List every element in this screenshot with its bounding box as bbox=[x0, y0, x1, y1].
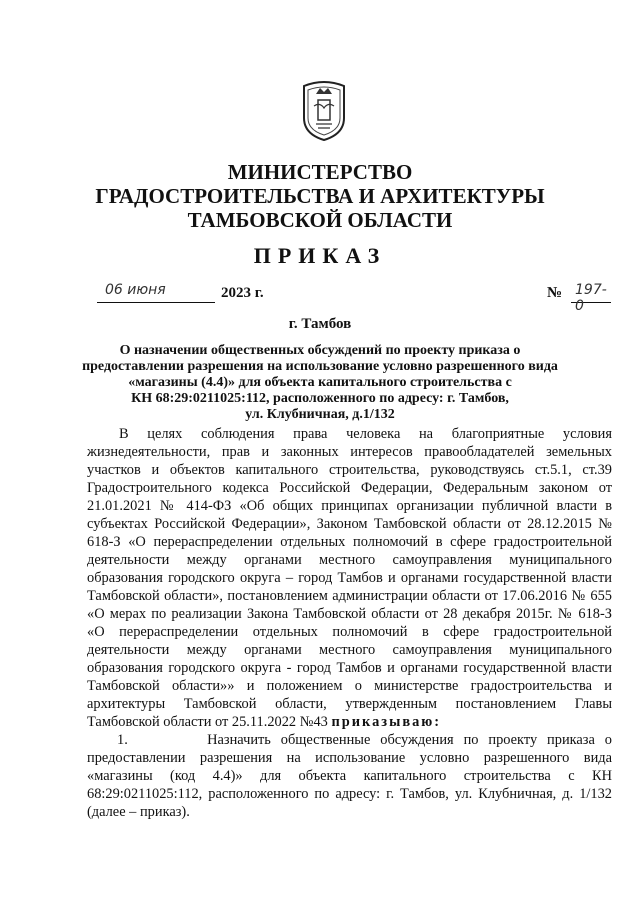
order-verb: приказываю: bbox=[331, 714, 442, 730]
order-title: ПРИКАЗ bbox=[253, 243, 387, 268]
number-sign: № bbox=[547, 285, 563, 301]
ministry-name bbox=[80, 160, 560, 232]
city: г. Тамбов bbox=[288, 316, 352, 332]
subject-line-5: ул. Клубничная, д.1/132 bbox=[245, 407, 395, 422]
date-blank bbox=[97, 282, 215, 303]
order-body bbox=[87, 425, 612, 821]
ministry-line-1: МИНИСТЕРСТВО bbox=[227, 160, 413, 184]
subject-line-2: предоставлении разрешения на использование условно разрешенного вида bbox=[82, 359, 558, 374]
preamble-paragraph bbox=[87, 425, 612, 731]
ministry-line-3: ТАМБОВСКОЙ ОБЛАСТИ bbox=[187, 208, 453, 232]
handwritten-number: 197-0 bbox=[575, 282, 607, 314]
year: 2023 г. bbox=[221, 285, 264, 301]
date-line bbox=[97, 282, 607, 314]
preamble-text: В целях соблюдения права человека на благоприятные условия жизнедеятельности, прав и законных интересов правообладателей земельных участков и объектов капитального строительства, руководствуясь ст.5.1, ст.39 Градостроительного кодекса Российской Федерации, Федеральным законом от 21.01.2021 № 414-ФЗ «Об общих принципах организации публичной власти в субъектах Российской Федерации», Законом Тамбовской области от 28.12.2015 № 618-З «О перераспределении отдельных полномочий в сфере градостроительной деятельности между органами местного самоуправления муниципального образования городского округа – город Тамбов и органами государственной власти Тамбовской области», постановлением администрации области от 17.06.2016 № 655 «О мерах по реализации Закона Тамбовской области от 28 декабря 2015г. № 618-З «О перераспределении отдельных полномочий в сфере градостроительной деятельности между органами местного самоуправления муниципального образования городского округа - город Тамбов и органами государственной власти Тамбовской области»» и положением о министерстве градостроительства и архитектуры Тамбовской области, утвержденным постановлением Главы Тамбовской области от 25.11.2022 №43 bbox=[87, 426, 612, 730]
subject-line-3: «магазины (4.4)» для объекта капитального строительства с bbox=[128, 375, 512, 390]
subject-line-1: О назначении общественных обсуждений по проекту приказа о bbox=[119, 343, 521, 358]
handwritten-date: 06 июня bbox=[105, 282, 166, 298]
coat-of-arms-icon bbox=[298, 78, 350, 142]
order-item-1: 1. Назначить общественные обсуждения по проекту приказа о предоставлении разрешения на использование условно разрешенного вида «магазины (код 4.4)» для объекта капитального строительства с КН 68:29:0211025:112, расположенного по адресу: г. Тамбов, ул. Клубничная, д. 1/132 (далее – приказ). bbox=[87, 732, 612, 820]
subject-line-4: КН 68:29:0211025:112, расположенного по адресу: г. Тамбов, bbox=[131, 391, 509, 406]
ministry-line-2: ГРАДОСТРОИТЕЛЬСТВА И АРХИТЕКТУРЫ bbox=[95, 184, 545, 208]
number-blank bbox=[571, 282, 611, 314]
order-subject bbox=[80, 343, 560, 423]
